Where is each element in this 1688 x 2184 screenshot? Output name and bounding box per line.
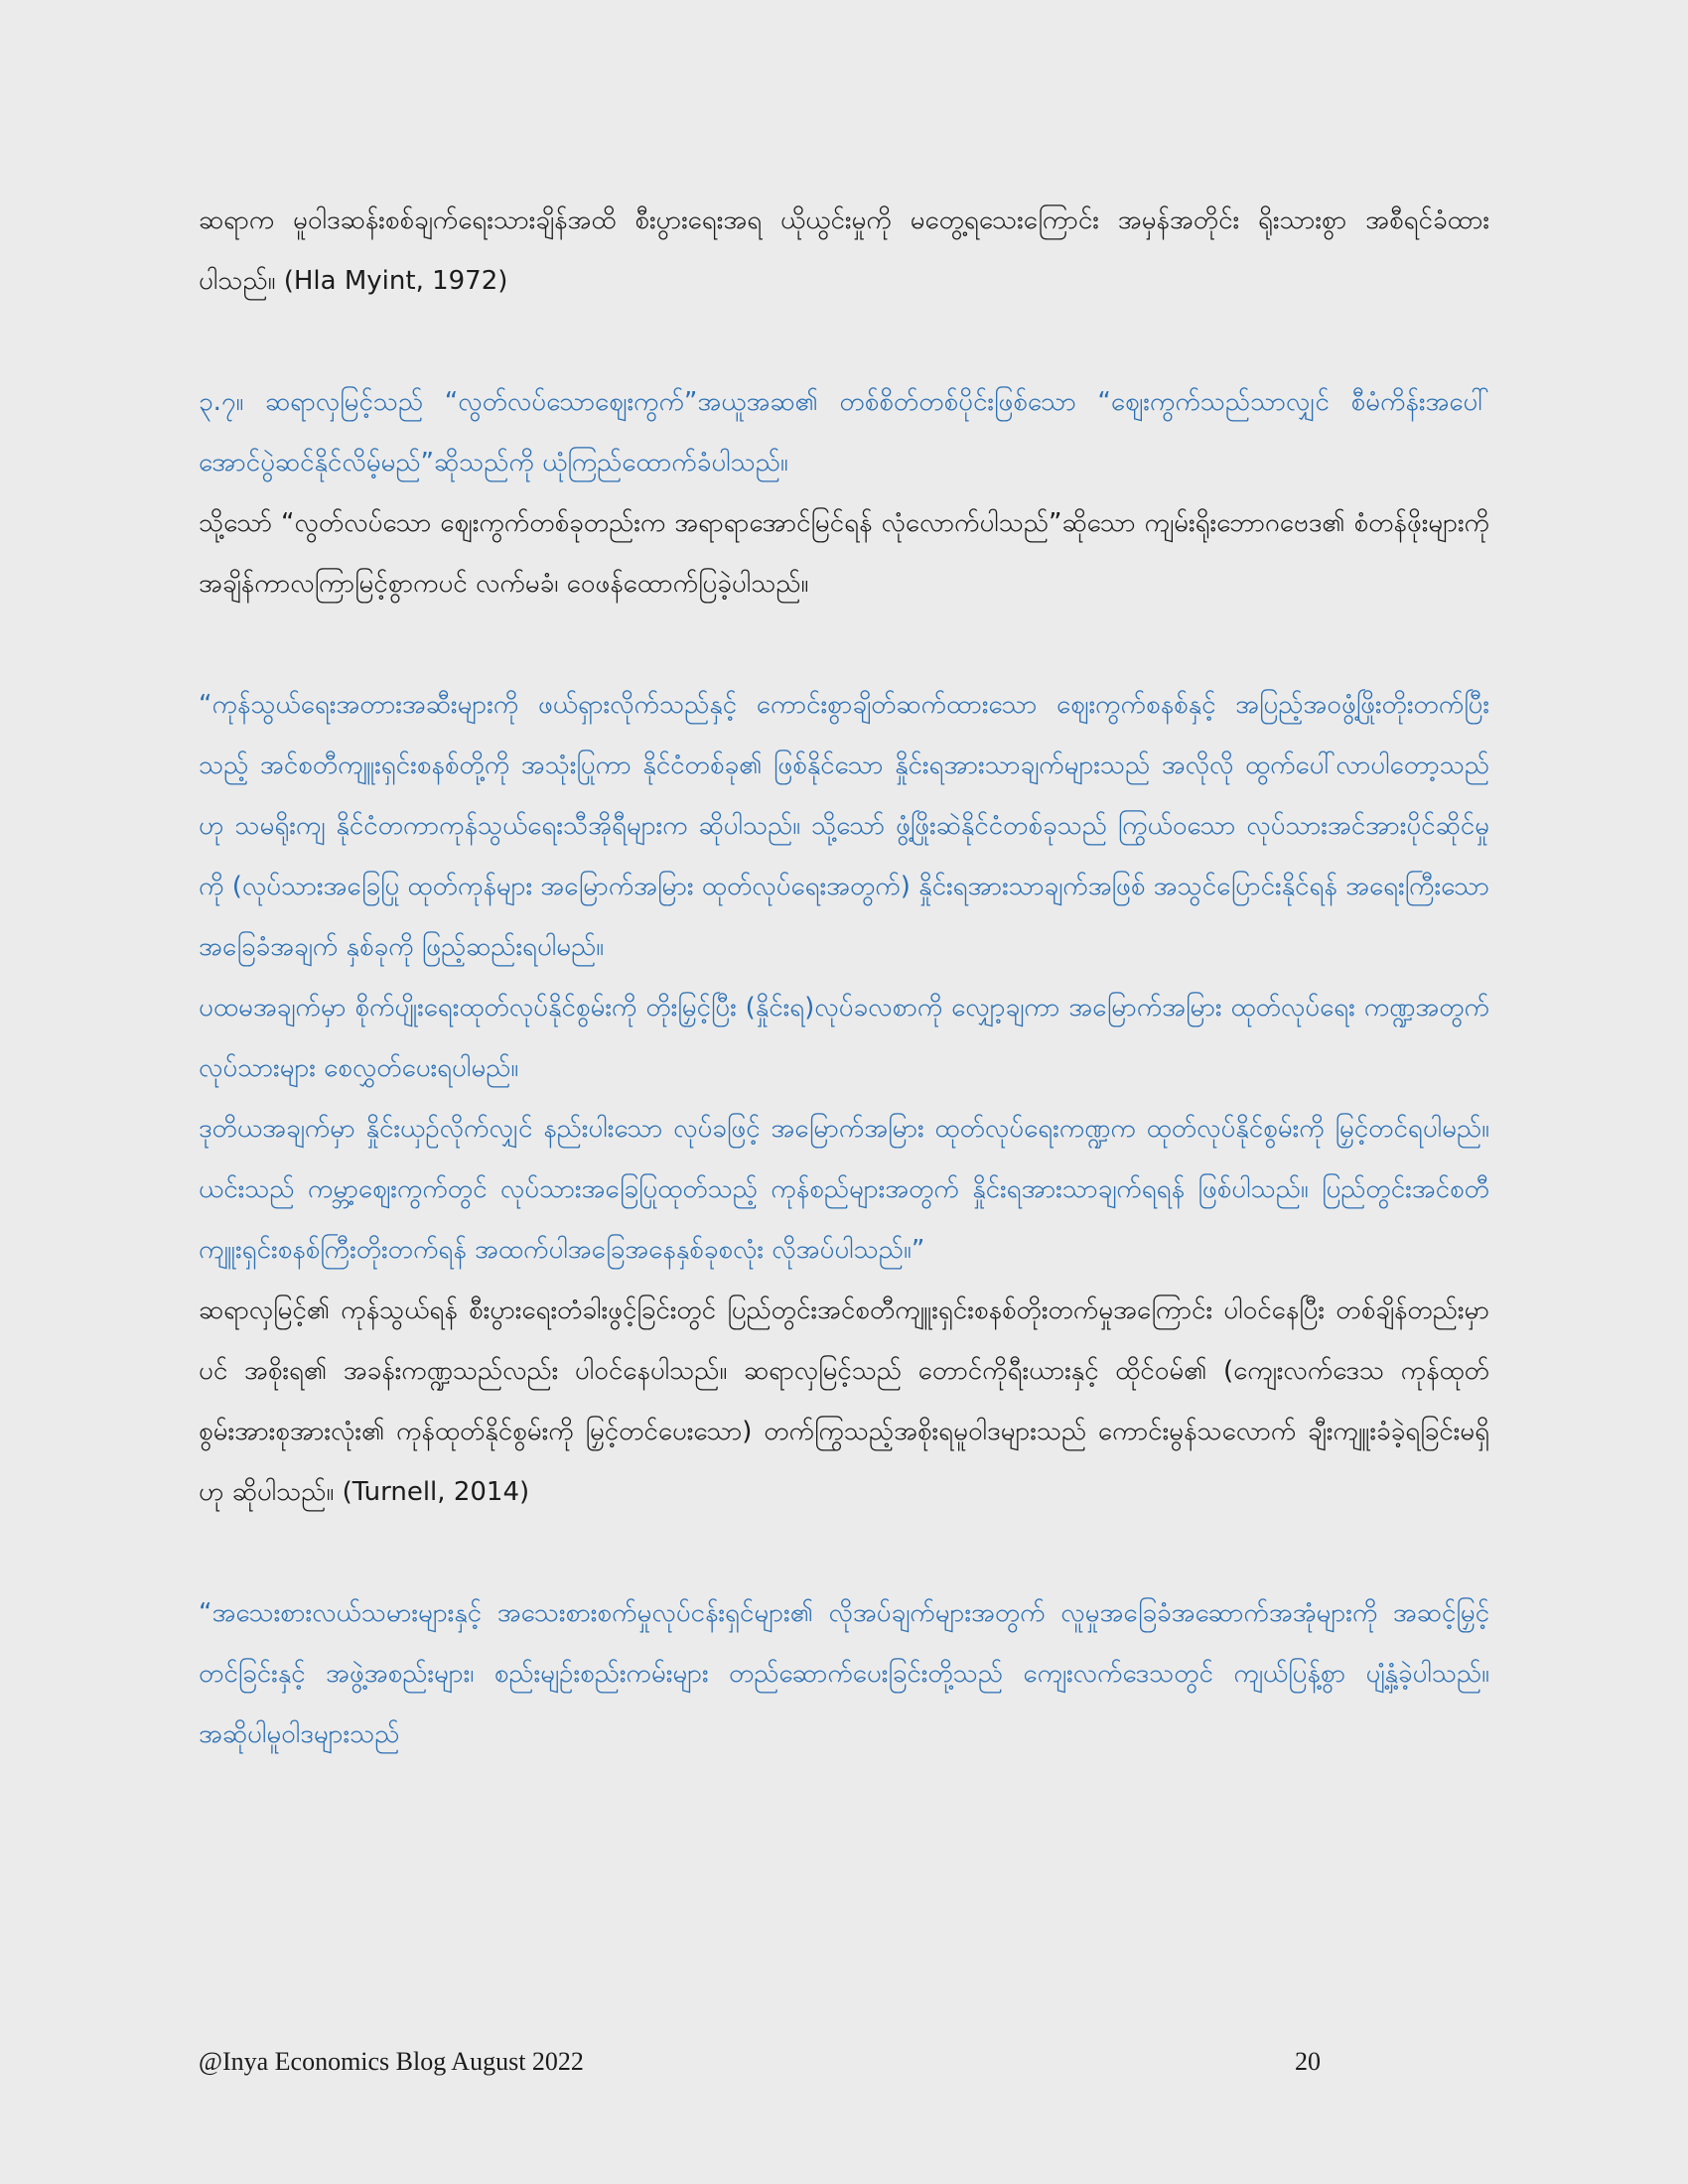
quote-paragraph-4: “အသေးစားလယ်သမားများနှင့် အသေးစားစက်မှုလုပ်ငန်းရှင်များ၏ လိုအပ်ချက်များအတွက် လူမှုအခြေခံအဆောက်အအုံများကို အဆင့်မြှင့်တင်ခြင်းနှင့် အဖွဲ့အစည်းများ၊ စည်းမျဉ်းစည်းကမ်းများ တည်ဆောက်ပေးခြင်းတို့သည် ကျေးလက်ဒေသတွင် ကျယ်ပြန့်စွာ ပျံ့နှံ့ခဲ့ပါသည်။ အဆိုပါမူဝါဒများသည်	[199, 1598, 1489, 1749]
paragraph-2-highlight: ၃.၇။ ဆရာလှမြင့်သည် “လွတ်လပ်သောဈေးကွက်”အယူအဆ၏ တစ်စိတ်တစ်ပိုင်းဖြစ်သော “ဈေးကွက်သည်သာလျှင် စီမံကိန်းအပေါ် အောင်ပွဲဆင်နိုင်လိမ့်မည်”ဆိုသည်ကို ယုံကြည်ထောက်ခံပါသည်။	[199, 387, 1489, 478]
paragraph-2-continued: သို့သော် “လွတ်လပ်သော ဈေးကွက်တစ်ခုတည်းက အရာရာအောင်မြင်ရန် လုံလောက်ပါသည်”ဆိုသော ကျမ်းရိုးဘောဂဗေဒ၏ စံတန်ဖိုးများကို အချိန်ကာလကြာမြင့်စွာကပင် လက်မခံ၊ ဝေဖန်ထောက်ပြခဲ့ပါသည်။	[199, 508, 1489, 599]
quote-paragraph-3: ဒုတိယအချက်မှာ နှိုင်းယှဉ်လိုက်လျှင် နည်းပါးသော လုပ်ခဖြင့် အမြောက်အမြား ထုတ်လုပ်ရေးကဏ္ဍက ထုတ်လုပ်နိုင်စွမ်းကို မြှင့်တင်ရပါမည်။ ယင်းသည် ကမ္ဘာ့ဈေးကွက်တွင် လုပ်သားအခြေပြုထုတ်သည့် ကုန်စည်များအတွက် နှိုင်းရအားသာချက်ရရန် ဖြစ်ပါသည်။ ပြည်တွင်းအင်စတီကျူးရှင်းစနစ်ကြီးတိုးတက်ရန် အထက်ပါအခြေအနေနှစ်ခုစလုံး လိုအပ်ပါသည်။”	[199, 1114, 1489, 1265]
paragraph-1: ဆရာက မူဝါဒဆန်းစစ်ချက်ရေးသားချိန်အထိ စီးပွားရေးအရ ယိုယွင်းမှုကို မတွေ့ရသေးကြောင်း အမှန်အတိုင်း ရိုးသားစွာ အစီရင်ခံထားပါသည်။ (Hla Myint, 1972)	[199, 205, 1489, 296]
paragraph-3: ဆရာလှမြင့်၏ ကုန်သွယ်ရန် စီးပွားရေးတံခါးဖွင့်ခြင်းတွင် ပြည်တွင်းအင်စတီကျူးရှင်းစနစ်တိုးတက်မှုအကြောင်း ပါဝင်နေပြီး တစ်ချိန်တည်းမှာပင် အစိုးရ၏ အခန်းကဏ္ဍသည်လည်း ပါဝင်နေပါသည်။ ဆရာလှမြင့်သည် တောင်ကိုရီးယားနှင့် ထိုင်ဝမ်၏ (ကျေးလက်ဒေသ ကုန်ထုတ်စွမ်းအားစုအားလုံး၏ ကုန်ထုတ်နိုင်စွမ်းကို မြှင့်တင်ပေးသော) တက်ကြွသည့်အစိုးရမူဝါဒများသည် ကောင်းမွန်သလောက် ချီးကျူးခံခဲ့ရခြင်းမရှိဟု ဆိုပါသည်။ (Turnell, 2014)	[199, 1296, 1489, 1507]
footer-blog-credit: @Inya Economics Blog August 2022	[199, 2047, 584, 2076]
page-number: 20	[1295, 2047, 1321, 2076]
page-body	[199, 191, 1489, 1765]
quote-paragraph-2: ပထမအချက်မှာ စိုက်ပျိုးရေးထုတ်လုပ်နိုင်စွမ်းကို တိုးမြှင့်ပြီး (နှိုင်းရ)လုပ်ခလစာကို လျှော့ချကာ အမြောက်အမြား ထုတ်လုပ်ရေး ကဏ္ဍအတွက် လုပ်သားများ စေလွှတ်ပေးရပါမည်။	[199, 993, 1489, 1083]
quote-paragraph-1: “ကုန်သွယ်ရေးအတားအဆီးများကို ဖယ်ရှားလိုက်သည်နှင့် ကောင်းစွာချိတ်ဆက်ထားသော ဈေးကွက်စနစ်နှင့် အပြည့်အဝဖွံ့ဖြိုးတိုးတက်ပြီးသည့် အင်စတီကျူးရှင်းစနစ်တို့ကို အသုံးပြုကာ နိုင်ငံတစ်ခု၏ ဖြစ်နိုင်သော နှိုင်းရအားသာချက်များသည် အလိုလို ထွက်ပေါ်လာပါတော့သည်ဟု သမရိုးကျ နိုင်ငံတကာကုန်သွယ်ရေးသီအိုရီများက ဆိုပါသည်။ သို့သော် ဖွံ့ဖြိုးဆဲနိုင်ငံတစ်ခုသည် ကြွယ်ဝသော လုပ်သားအင်အားပိုင်ဆိုင်မှုကို (လုပ်သားအခြေပြု ထုတ်ကုန်များ အမြောက်အမြား ထုတ်လုပ်ရေးအတွက်) နှိုင်းရအားသာချက်အဖြစ် အသွင်ပြောင်းနိုင်ရန် အရေးကြီးသော အခြေခံအချက် နှစ်ခုကို ဖြည့်ဆည်းရပါမည်။	[199, 690, 1489, 962]
